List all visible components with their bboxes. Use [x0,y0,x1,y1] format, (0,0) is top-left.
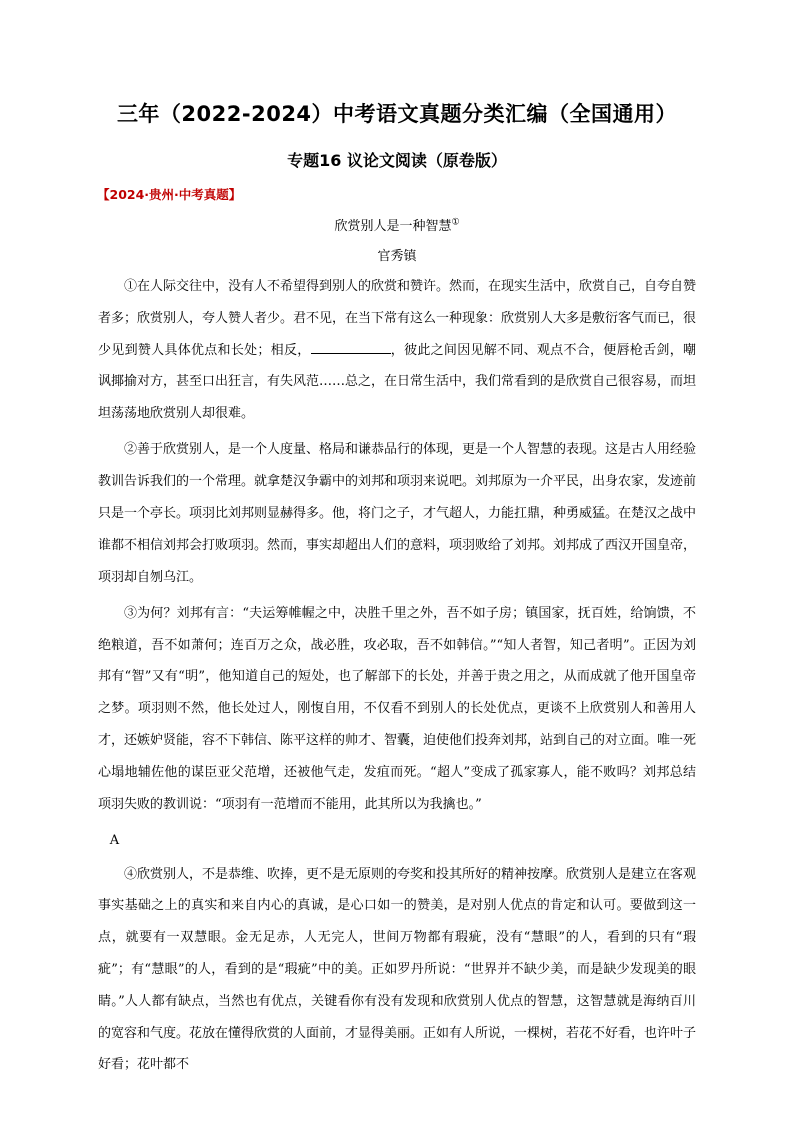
page-subtitle: 专题16 议论文阅读（原卷版） [287,151,507,170]
paragraph-2: ②善于欣赏别人，是一个人度量、格局和谦恭品行的体现，更是一个人智慧的表现。这是古人用经验教训告诉我们的一个常理。就拿楚汉争霸中的刘邦和项羽来说吧。刘邦原为一介平民，出身农家，发迹前只是一个亭长。项羽比刘邦则显赫得多。他，将门之子，才气超人，力能扛鼎，种勇威猛。在楚汉之战中谁都不相信刘邦会打败项羽。然而，事实却超出人们的意料，项羽败给了刘邦。刘邦成了西汉开国皇帝，项羽却自刎乌江。 [98,442,697,585]
paragraph-4: ④欣赏别人，不是恭维、吹捧，更不是无原则的夸奖和投其所好的精神按摩。欣赏别人是建立在客观事实基础之上的真实和来自内心的真诚，是心口如一的赞美，是对别人优点的肯定和认可。要做到这一点，就要有一双慧眼。金无足赤，人无完人，世间万物都有瑕疵，没有“慧眼”的人，看到的只有“瑕疵”；有“慧眼”的人，看到的是“瑕疵”中的美。正如罗丹所说：“世界并不缺少美，而是缺少发现美的眼睛。”人人都有缺点，当然也有优点，关键看你有没有发现和欣赏别人优点的智慧，这智慧就是海纳百川的宽容和气度。花放在懂得欣赏的人面前，才显得美丽。正如有人所说，一棵树，若花不好看，也许叶子好看；花叶都不 [98,866,697,1073]
article-author: 官秀镇 [377,249,417,264]
footnote-mark: ① [451,217,460,228]
article-title [0,215,794,234]
article-body [98,271,696,1085]
fill-in-blank[interactable] [311,341,391,354]
paragraph-3: ③为何？刘邦有言：“夫运筹帷幄之中，决胜千里之外，吾不如子房；镇国家，抚百姓，给饷馈，不绝粮道，吾不如萧何；连百万之众，战必胜，攻必取，吾不如韩信。”“知人者智，知己者明”。正因为刘邦有“智”又有“明”，他知道自己的短处，也了解部下的长处，并善于贵之用之，从而成就了他开国皇帝之梦。项羽则不然，他长处过人，刚愎自用，不仅看不到别人的长处优点，更谈不上欣赏别人和善用人才，还嫉妒贤能，容不下韩信、陈平这样的帅才、智囊，迫使他们投奔刘邦，站到自己的对立面。唯一死心塌地辅佐他的谋臣亚父范增，还被他气走，发疽而死。“超人”变成了孤家寡人，能不败吗？刘邦总结项羽失败的教训说：“项羽有一范增而不能用，此其所以为我擒也。” [98,605,697,812]
paragraph-1-part-2: ，彼此之间因见解不同、观点不合，便唇枪舌剑，嘲讽揶揄对方，甚至口出狂言，有失风范……总之，在日常生活中，我们常看到的是欣赏自己很容易，而坦坦荡荡地欣赏别人却很难。 [98,342,697,422]
paragraph-1 [98,271,696,430]
paragraph-1-part-1: ①在人际交往中，没有人不希望得到别人的欣赏和赞许。然而，在现实生活中，欣赏自己，自夸自赞者多；欣赏别人，夸人赞人者少。君不见，在当下常有这么一种现象：欣赏别人大多是敷衍客气而已，很少见到赞人具体优点和长处；相反， [98,279,697,358]
marker-a: A [109,832,120,848]
page-title: 三年（2022-2024）中考语文真题分类汇编（全国通用） [116,102,678,126]
source-tag: 【2024·贵州·中考真题】 [97,187,242,202]
article-title-text: 欣赏别人是一种智慧 [334,219,452,234]
